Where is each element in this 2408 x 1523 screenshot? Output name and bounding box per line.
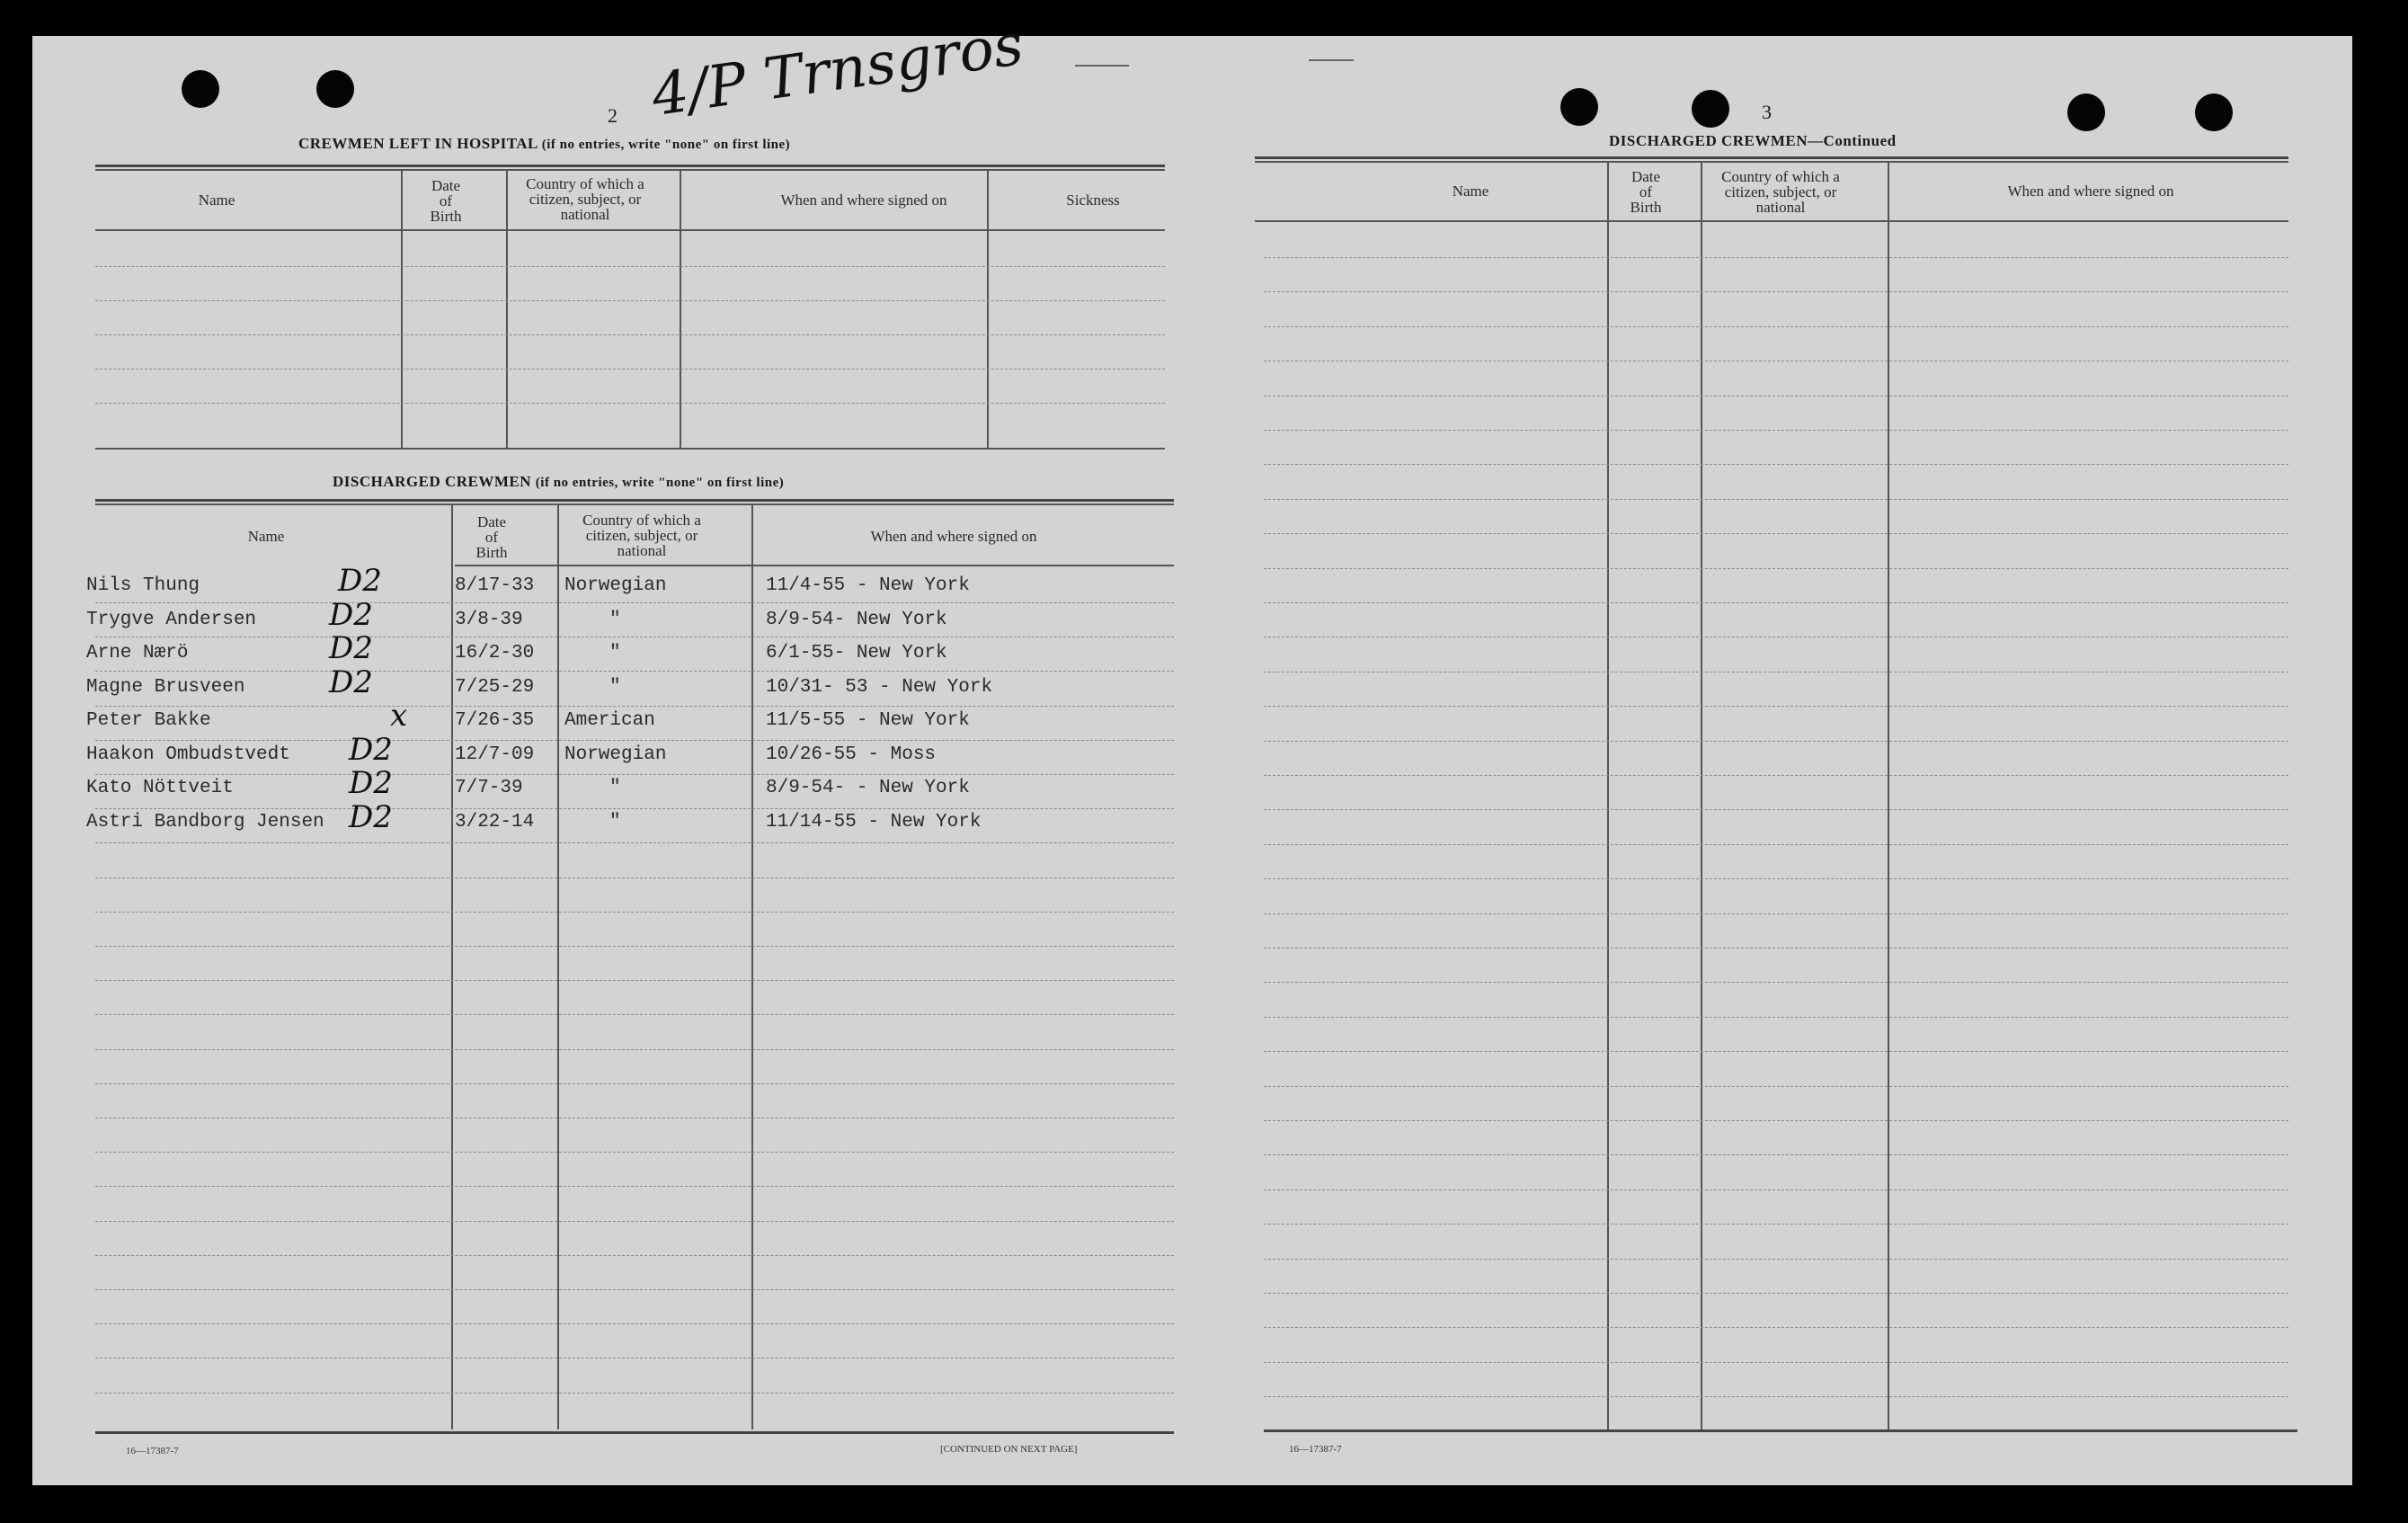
- disposition-mark: D2: [338, 563, 382, 599]
- right-row-line: [1264, 741, 2288, 742]
- discharged-row-line: [95, 602, 1174, 603]
- right-row-line: [1264, 499, 2288, 500]
- hospital-col-line: [506, 169, 508, 448]
- hospital-col-line: [680, 169, 681, 448]
- right-section-title: DISCHARGED CREWMEN—Continued: [1609, 132, 1897, 149]
- disposition-mark: D2: [349, 765, 393, 801]
- right-row-line: [1264, 1362, 2288, 1363]
- right-header-signed: When and where signed on: [2007, 183, 2174, 200]
- right-row-line: [1264, 1224, 2288, 1225]
- crew-dob: 7/26-35: [455, 710, 535, 731]
- crew-dob: 12/7-09: [455, 744, 535, 765]
- crew-signed-on: 11/14-55 - New York: [766, 811, 982, 833]
- crew-signed-on: 6/1-55- New York: [766, 643, 947, 664]
- crew-dob: 3/22-14: [455, 811, 535, 833]
- crew-signed-on: 8/9-54- - New York: [766, 778, 970, 798]
- discharged-row-line: [95, 671, 1174, 672]
- right-col-line: [1701, 161, 1702, 1431]
- hospital-row-line: [95, 403, 1165, 404]
- discharged-row-line: [95, 1289, 1174, 1290]
- discharged-top-rule-2: [95, 503, 1174, 505]
- right-row-line: [1264, 844, 2288, 845]
- hospital-row-line: [95, 300, 1165, 301]
- punch-hole: [2067, 94, 2105, 131]
- crew-name: Magne Brusveen: [86, 676, 245, 698]
- hospital-bottom-rule: [95, 448, 1165, 450]
- crew-name: Kato Nöttveit: [86, 778, 234, 798]
- hospital-header-dob: Date of Birth: [430, 177, 462, 225]
- crew-signed-on: 10/26-55 - Moss: [766, 744, 937, 765]
- discharged-row-line: [95, 1255, 1174, 1256]
- crew-signed-on: 11/4-55 - New York: [766, 575, 970, 596]
- discharged-row-line: [95, 1014, 1174, 1015]
- discharged-row-line: [95, 1221, 1174, 1222]
- left-page-number: 2: [608, 104, 618, 127]
- crew-country: ": [609, 676, 621, 698]
- discharged-row-line: [95, 808, 1174, 809]
- crew-dob: 7/25-29: [455, 676, 535, 698]
- hospital-header-signed: When and where signed on: [780, 191, 947, 209]
- hospital-top-rule: [95, 165, 1165, 167]
- document-sheet: [32, 11, 2352, 1485]
- right-row-line: [1264, 1189, 2288, 1190]
- hospital-header-underline: [95, 229, 1165, 231]
- punch-hole: [316, 70, 354, 108]
- punch-hole: [1560, 88, 1598, 126]
- right-row-line: [1264, 291, 2288, 292]
- discharged-row-line: [95, 946, 1174, 947]
- crew-name: Arne Nærö: [86, 643, 189, 664]
- right-row-line: [1264, 568, 2288, 569]
- continued-note: [CONTINUED ON NEXT PAGE]: [940, 1444, 1078, 1455]
- right-row-line: [1264, 430, 2288, 431]
- discharged-row-line: [95, 1152, 1174, 1153]
- right-row-line: [1264, 1086, 2288, 1087]
- crew-country: ": [609, 778, 621, 798]
- right-row-line: [1264, 602, 2288, 603]
- discharged-col-line: [751, 503, 753, 1429]
- crew-name: Trygve Andersen: [86, 609, 257, 630]
- right-row-line: [1264, 982, 2288, 983]
- discharged-col-line: [451, 503, 453, 1429]
- discharged-header-country: Country of which a citizen, subject, or national: [582, 512, 701, 559]
- right-row-line: [1264, 1120, 2288, 1121]
- discharged-section-title: DISCHARGED CREWMEN (if no entries, write "none" on first line): [333, 473, 785, 490]
- right-row-line: [1264, 1259, 2288, 1260]
- right-page-number: 3: [1762, 101, 1772, 123]
- hospital-col-line: [987, 169, 989, 448]
- hospital-row-line: [95, 334, 1165, 335]
- right-row-line: [1264, 706, 2288, 707]
- discharged-header-name: Name: [247, 528, 285, 545]
- discharged-header-signed: When and where signed on: [870, 528, 1037, 545]
- hospital-row-line: [95, 266, 1165, 267]
- discharged-row-line: [95, 1083, 1174, 1084]
- punch-hole: [1692, 90, 1729, 128]
- discharged-row-line: [95, 1049, 1174, 1050]
- crew-country: ": [609, 811, 621, 833]
- crew-signed-on: 8/9-54- New York: [766, 609, 947, 630]
- right-header-underline: [1255, 220, 2288, 222]
- right-form-number: 16—17387-7: [1289, 1444, 1342, 1455]
- hospital-header-country: Country of which a citizen, subject, or national: [526, 175, 644, 223]
- discharged-header-underline: [455, 565, 1174, 566]
- crew-dob: 7/7-39: [455, 778, 523, 798]
- smudge-mark: [1309, 59, 1354, 61]
- disposition-mark: D2: [329, 630, 373, 666]
- smudge-mark: [1075, 65, 1129, 67]
- disposition-mark: D2: [349, 798, 393, 835]
- right-row-line: [1264, 1396, 2288, 1397]
- crew-dob: 8/17-33: [455, 575, 535, 596]
- crew-signed-on: 11/5-55 - New York: [766, 710, 970, 731]
- hospital-header-sickness: Sickness: [1066, 191, 1120, 209]
- discharged-col-line: [557, 503, 559, 1429]
- right-row-line: [1264, 775, 2288, 776]
- crew-country: Norwegian: [564, 744, 667, 765]
- crew-country: American: [564, 710, 655, 731]
- right-row-line: [1264, 1017, 2288, 1018]
- discharged-row-line: [95, 912, 1174, 913]
- punch-hole: [182, 70, 219, 108]
- disposition-mark: D2: [329, 596, 373, 633]
- hospital-top-rule-2: [95, 169, 1165, 171]
- discharged-row-line: [95, 740, 1174, 741]
- right-row-line: [1264, 878, 2288, 879]
- crew-name: Peter Bakke: [86, 710, 211, 731]
- disposition-mark: D2: [329, 664, 373, 700]
- disposition-mark: D2: [349, 731, 393, 768]
- crew-name: Haakon Ombudstvedt: [86, 744, 290, 765]
- right-header-dob: Date of Birth: [1630, 168, 1662, 216]
- discharged-row-line: [95, 774, 1174, 775]
- right-row-line: [1264, 464, 2288, 465]
- discharged-row-line: [95, 706, 1174, 707]
- hospital-header-name: Name: [198, 191, 235, 209]
- discharged-row-line: [95, 1393, 1174, 1394]
- right-row-line: [1264, 326, 2288, 327]
- discharged-row-line: [95, 980, 1174, 981]
- right-row-line: [1264, 1154, 2288, 1155]
- right-top-rule-2: [1255, 161, 2288, 163]
- discharged-header-dob: Date of Birth: [475, 513, 508, 561]
- hospital-section-title: CREWMEN LEFT IN HOSPITAL (if no entries, write "none" on first line): [298, 135, 791, 152]
- crew-name: Astri Bandborg Jensen: [86, 811, 324, 833]
- right-row-line: [1264, 913, 2288, 914]
- punch-hole: [2195, 94, 2233, 131]
- right-row-line: [1264, 948, 2288, 949]
- hospital-row-line: [95, 369, 1165, 370]
- discharged-row-line: [95, 1323, 1174, 1324]
- right-header-name: Name: [1452, 183, 1489, 200]
- crew-country: ": [609, 609, 621, 630]
- disposition-mark: x: [390, 698, 408, 734]
- crew-country: ": [609, 643, 621, 664]
- discharged-row-line: [95, 842, 1174, 843]
- crew-signed-on: 10/31- 53 - New York: [766, 676, 993, 698]
- discharged-bottom-rule: [95, 1431, 1174, 1434]
- discharged-top-rule: [95, 499, 1174, 502]
- crew-country: Norwegian: [564, 575, 667, 596]
- hospital-col-line: [401, 169, 403, 448]
- crew-name: Nils Thung: [86, 575, 200, 596]
- right-bottom-rule: [1264, 1429, 2297, 1432]
- right-row-line: [1264, 809, 2288, 810]
- right-row-line: [1264, 257, 2288, 258]
- right-top-rule: [1255, 156, 2288, 159]
- right-row-line: [1264, 1327, 2288, 1328]
- discharged-row-line: [95, 1186, 1174, 1187]
- right-row-line: [1264, 533, 2288, 534]
- right-col-line: [1888, 161, 1889, 1431]
- right-row-line: [1264, 1293, 2288, 1294]
- right-col-line: [1607, 161, 1609, 1431]
- left-form-number: 16—17387-7: [126, 1446, 179, 1456]
- discharged-row-line: [95, 877, 1174, 878]
- crew-dob: 16/2-30: [455, 643, 535, 664]
- crew-dob: 3/8-39: [455, 609, 523, 630]
- right-row-line: [1264, 1051, 2288, 1052]
- right-header-country: Country of which a citizen, subject, or national: [1721, 168, 1840, 216]
- handwritten-annotation: 4/P Trnsgros: [647, 11, 1027, 129]
